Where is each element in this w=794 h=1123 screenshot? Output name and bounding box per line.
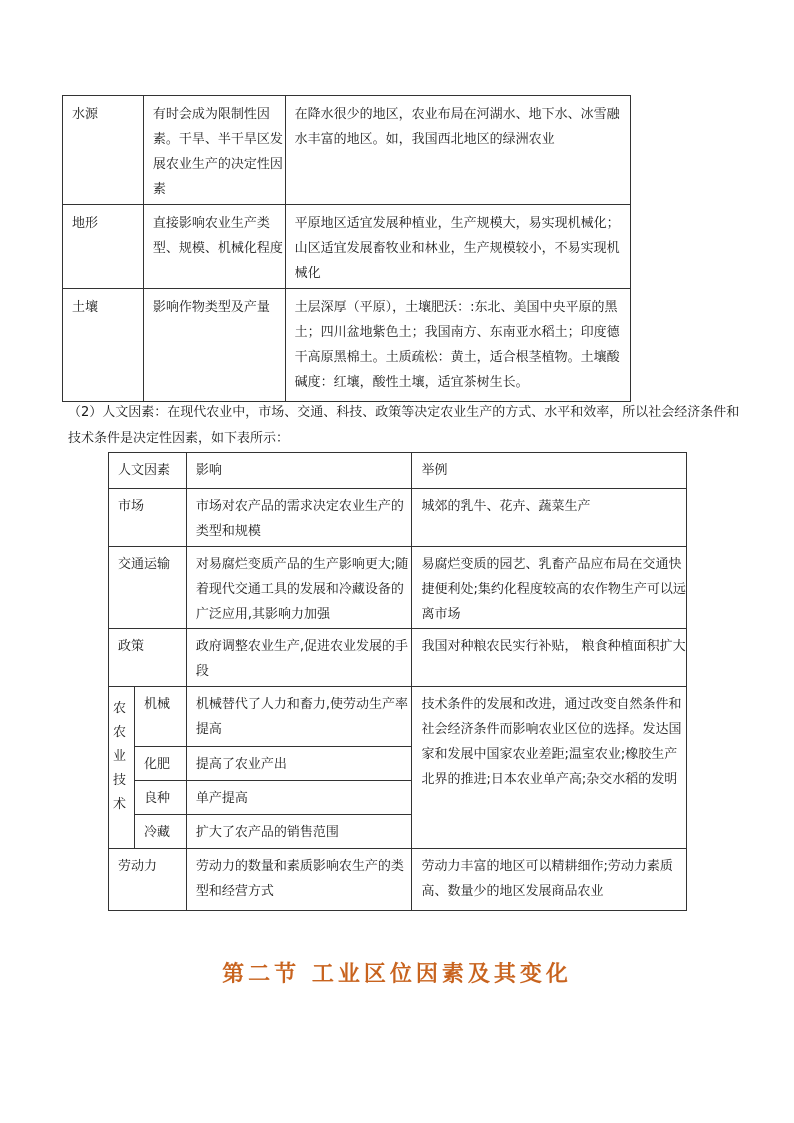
example-cell: 劳动力丰富的地区可以精耕细作;劳动力素质高、数量少的地区发展商品农业	[412, 849, 687, 911]
table-row	[109, 849, 687, 911]
effect-cell: 政府调整农业生产,促进农业发展的手段	[186, 629, 412, 687]
example-cell: 我国对种粮农民实行补贴， 粮食种植面积扩大	[412, 629, 687, 687]
effect-cell: 对易腐烂变质产品的生产影响更大;随着现代交通工具的发展和冷藏设备的广泛应用,其影响力加强	[186, 547, 412, 629]
effect-cell: 市场对农产品的需求决定农业生产的类型和规模	[186, 489, 412, 547]
detail-cell: 平原地区适宜发展种植业，生产规模大，易实现机械化；山区适宜发展畜牧业和林业，生产规模较小，不易实现机械化	[285, 205, 630, 289]
header-example: 举例	[412, 453, 687, 489]
effect-cell: 单产提高	[186, 781, 412, 815]
table-row	[109, 489, 687, 547]
effect-cell: 扩大了农产品的销售范围	[186, 815, 412, 849]
effect-cell: 提高了农业产出	[186, 747, 412, 781]
effect-cell: 机械替代了人力和畜力,使劳动生产率提高	[186, 687, 412, 747]
tech-example-cell: 技术条件的发展和改进，通过改变自然条件和社会经济条件而影响农业区位的选择。发达国家和发展中国家农业差距;温室农业;橡胶生产北界的推进;日本农业单产高;杂交水稻的发明	[412, 687, 687, 849]
factor-cell: 市场	[109, 489, 187, 547]
table-row	[63, 289, 631, 402]
factor-cell: 水源	[63, 96, 144, 205]
tech-name-cell: 冷藏	[134, 815, 186, 849]
header-factor: 人文因素	[109, 453, 187, 489]
human-factors-paragraph: （2）人文因素：在现代农业中，市场、交通、科技、政策等决定农业生产的方式、水平和效率，所以社会经济条件和技术条件是决定性因素，如下表所示：	[68, 405, 740, 446]
factor-cell: 劳动力	[109, 849, 187, 911]
tech-name-cell: 机械	[134, 687, 186, 747]
detail-cell: 土层深厚（平原），土壤肥沃：:东北、美国中央平原的黑土；四川盆地紫色土；我国南方、东南亚水稻土；印度德干高原黑棉土。土质疏松：黄土，适合根茎植物。土壤酸碱度：红壤，酸性土壤，适宜茶树生长。	[285, 289, 630, 402]
table-header-row	[109, 453, 687, 489]
example-cell: 城郊的乳牛、花卉、蔬菜生产	[412, 489, 687, 547]
detail-cell: 在降水很少的地区，农业布局在河湖水、地下水、冰雪融水丰富的地区。如，我国西北地区的绿洲农业	[285, 96, 630, 205]
table-row	[63, 96, 631, 205]
table-row	[109, 687, 687, 747]
role-cell: 直接影响农业生产类型、规模、机械化程度	[143, 205, 285, 289]
tech-group-label: 农 农 业 技 术	[109, 687, 135, 849]
human-factors-table	[108, 452, 687, 911]
table-row	[109, 629, 687, 687]
role-cell: 有时会成为限制性因素。干旱、半干旱区发展农业生产的决定性因素	[143, 96, 285, 205]
role-cell: 影响作物类型及产量	[143, 289, 285, 402]
header-effect: 影响	[186, 453, 412, 489]
factor-cell: 地形	[63, 205, 144, 289]
factor-cell: 政策	[109, 629, 187, 687]
natural-factors-table	[62, 95, 631, 402]
factor-cell: 土壤	[63, 289, 144, 402]
tech-name-cell: 良种	[134, 781, 186, 815]
table-row	[63, 205, 631, 289]
example-cell: 易腐烂变质的园艺、乳畜产品应布局在交通快捷便利处;集约化程度较高的农作物生产可以远离市场	[412, 547, 687, 629]
table-row	[109, 547, 687, 629]
section-heading: 第二节 工业区位因素及其变化	[222, 961, 572, 987]
tech-name-cell: 化肥	[134, 747, 186, 781]
effect-cell: 劳动力的数量和素质影响农生产的类型和经营方式	[186, 849, 412, 911]
factor-cell: 交通运输	[109, 547, 187, 629]
